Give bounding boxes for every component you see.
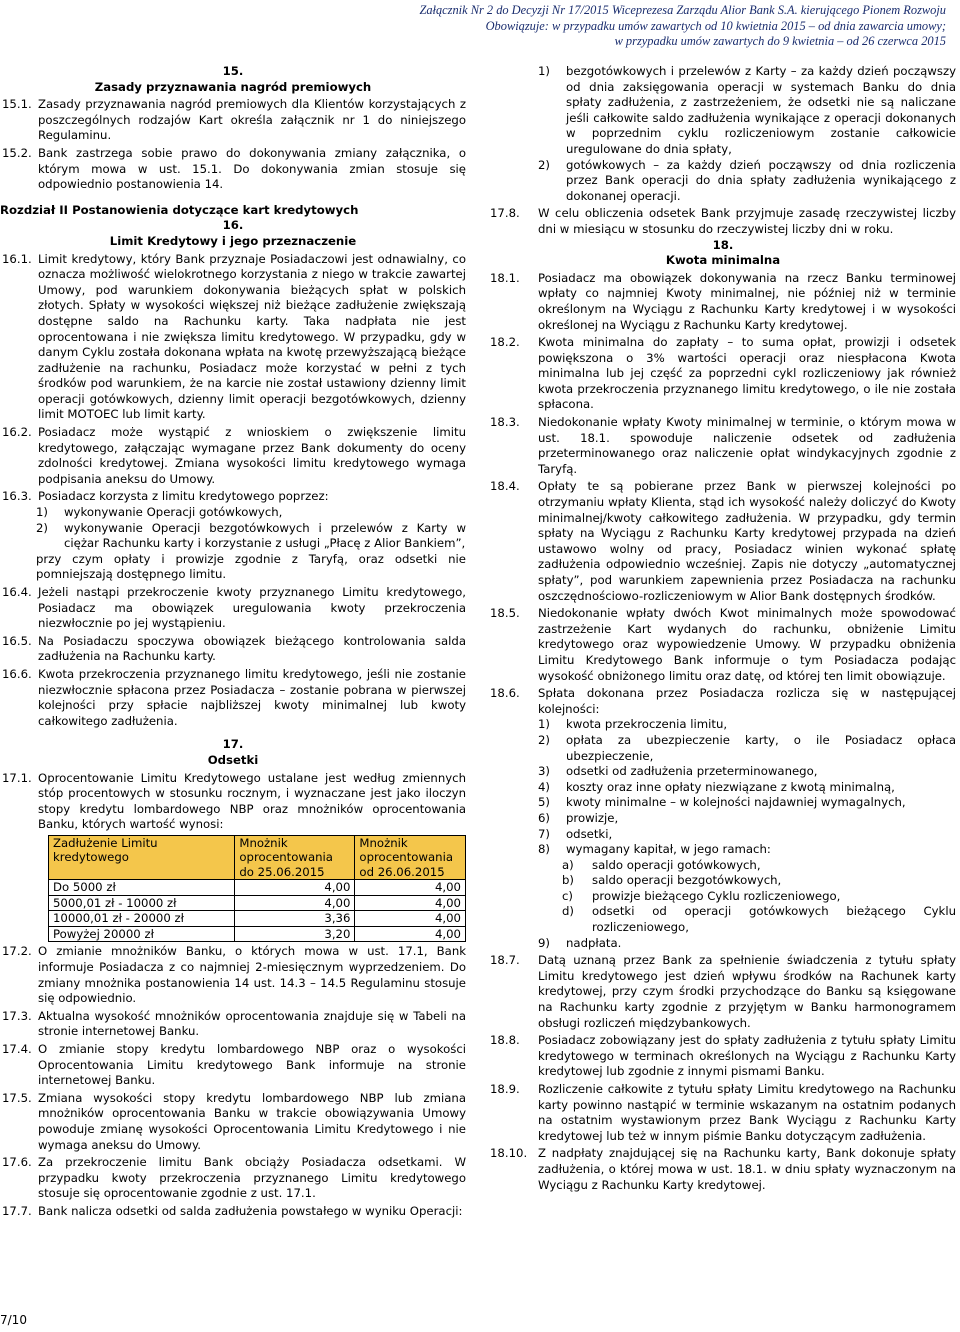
paragraph-15-1: 15.1. Zasady przyznawania nagród premiowych dla Klientów korzystających z poszczególnych rodzajów Kart określa załącznik nr 1 do niniejszego Regulaminu.: [2, 97, 466, 143]
paragraph-16-1: 16.1. Limit kredytowy, który Bank przyznaje Posiadaczowi jest odnawialny, co oznacza możliwość wielokrotnego korzystania z niego w trakcie zawartej Umowy, pod warunkiem dokonywania bieżących spłat w polskich złotych. Spłaty w wysokości większej niż bieżące zadłużenie zwiększają dostępne saldo na Rachunku karty. Taka nadpłata nie jest oprocentowana i nie zwiększa limitu kredytowego. W przypadku, gdy w danym Cyklu została dokonana wpłata na kwotę przewyższającą bieżące zadłużenie na rachunku, Posiadacz może korzystać w pełni z tych środków pod warunkiem, że na karcie nie został ustawiony dzienny limit operacji gotówkowych, dzienny limit operacji bezgotówkowych, dzienny limit MOTOEC lub limit karty.: [2, 251, 466, 422]
list-item: 5) kwoty minimalne – w kolejności najdawniej wymagalnych,: [538, 795, 906, 810]
table-row: [49, 926, 466, 942]
section-15-number: 15.: [222, 64, 244, 78]
list-item: 1) kwota przekroczenia limitu,: [538, 717, 728, 732]
section-17-title: Odsetki: [207, 752, 259, 767]
table-cell: Do 5000 zł: [49, 880, 235, 896]
paragraph-18-7: 18.7. Datą uznaną przez Bank za spełnienie świadczenia z tytułu spłaty Limitu kredytowego jest dzień wpływu środków na Rachunek karty kredytowej, przy czym środki przychodzące do Banku są księgowane na Rachunku karty zgodnie z przyjętym w Banku harmonogramem obsługi rozliczeń międzybankowych.: [490, 953, 956, 1030]
header-line-3: w przypadku umów zawartych do 9 kwietnia – od 26 czerwca 2015: [614, 34, 946, 48]
paragraph-18-10: 18.10. Z nadpłaty znajdującej się na Rachunku karty, Bank dokonuje spłaty zadłużenia, o której mowa w ust. 18.1. w dniu spłaty wyznaczonym na Wyciągu z Rachunku Karty kredytowej.: [490, 1146, 956, 1192]
paragraph-17-2: 17.2. O zmianie mnożników Banku, o których mowa w ust. 17.1, Bank informuje Posiadacza z co najmniej 2-miesięcznym wyprzedzeniem. Do zmiany mnożnika postanowienia 14 ust. 14.3 – 14.5 Regulaminu stosuje się odpowiednio.: [2, 944, 466, 1006]
paragraph-18-8: 18.8. Posiadacz zobowiązany jest do spłaty zadłużenia z tytułu spłaty Limitu kredytowego w terminach określonych na Wyciągu z Rachunku Karty kredytowej lub zgodnie z innymi pismami Banku.: [490, 1033, 956, 1079]
table-cell: 4,00: [235, 880, 355, 896]
paragraph-17-5: 17.5. Zmiana wysokości stopy kredytu lombardowego NBP lub zmiana mnożników oprocentowania Banku w trakcie obowiązywania Umowy powoduje zmianę wysokości Oprocentowania Limitu Kredytowego i nie wymaga aneksu do Umowy.: [2, 1090, 466, 1152]
paragraph-17-3: 17.3. Aktualna wysokość mnożników oprocentowania znajduje się w Tabeli na stronie internetowej Banku.: [2, 1008, 466, 1039]
paragraph-16-2: 16.2. Posiadacz może wystąpić z wnioskiem o zwiększenie limitu kredytowego, załączając wymagane przez Bank dokumenty do oceny zdolności kredytowej. Zmiana wysokości limitu kredytowego wymaga podpisania aneksu do Umowy.: [2, 425, 466, 486]
table-cell: 3,36: [235, 911, 355, 927]
interest-multiplier-table: [48, 835, 466, 943]
paragraph-17-1: 17.1. Oprocentowanie Limitu Kredytowego ustalane jest według zmiennych stóp procentowych w stosunku rocznym, i wyznaczane jest jako iloczyn stopy kredytu lombardowego NBP oraz mnożników oprocentowania Banku, których wartość wynosi:: [2, 770, 466, 832]
paragraph-18-4: 18.4. Opłaty te są pobierane przez Bank w pierwszej kolejności po otrzymaniu wpłaty Klienta, stąd ich wysokość należy doliczyć do Kwoty minimalnej/kwoty całkowitego zadłużenia. W przypadku, gdy termin spłaty na Wyciągu z Rachunku Karty kredytowej przypada na dzień ustawowo wolny od pracy, Posiadacz winien wykonać spłatę zadłużenia odpowiednio wcześniej. Zapis nie dotyczy „automatycznej spłaty”, pod warunkiem zapewnienia przez Posiadacza na rachunku oszczędnościowo-rozliczeniowym w Alior Bank dostępnych środków.: [490, 479, 956, 603]
paragraph-17-7: 17.7. Bank nalicza odsetki od salda zadłużenia powstałego w wyniku Operacji:: [2, 1203, 463, 1218]
paragraph-18-9: 18.9. Rozliczenie całkowite z tytułu spłaty Limitu kredytowego na Rachunku karty powinno nastąpić w terminie wskazanym na ostatnim podanych na ostatnim wystawionym przez Bank Wyciągu z Rachunku Karty kredytowej lub też w innym piśmie Banku dotyczącym zadłużenia.: [490, 1082, 956, 1143]
document-header: [419, 3, 946, 50]
list-item: 2) wykonywanie Operacji bezgotówkowych i przelewów z Karty w ciężar Rachunku karty i korzystanie z usługi „Płacę z Alior Bankiem”,: [36, 520, 466, 551]
paragraph-17-6: 17.6. Za przekroczenie limitu Bank obciąży Posiadacza odsetkami. W przypadku kwoty przekroczenia przyznanego Limitu kredytowego stosuje się oprocentowanie zgodnie z ust. 17.1.: [2, 1155, 466, 1201]
table-cell: Powyżej 20000 zł: [49, 926, 235, 942]
header-line-1: Załącznik Nr 2 do Decyzji Nr 17/2015 Wiceprezesa Zarządu Alior Bank S.A. kierującego Pionem Rozwoju: [419, 3, 946, 17]
list-item: 9) nadpłata.: [538, 935, 622, 950]
list-item: 4) koszty oraz inne opłaty niezwiązane z kwotą minimalną,: [538, 779, 895, 794]
table-row: [49, 911, 466, 927]
paragraph-16-5: 16.5. Na Posiadaczu spoczywa obowiązek bieżącego kontrolowania salda zadłużenia na Rachunku karty.: [2, 633, 466, 664]
list-item: 2) opłata za ubezpieczenie karty, o ile Posiadacz opłaca ubezpieczenie,: [538, 732, 956, 763]
table-row: [49, 895, 466, 911]
section-18-number: 18.: [712, 237, 734, 252]
paragraph-18-2: 18.2. Kwota minimalna do zapłaty – to suma opłat, prowizji i odsetek powiększona o 3% wartości operacji oraz niespłacona Kwota minimalna lub jej część za poprzedni cykl rozliczeniowy jak również kwota przekroczenia przyznanego limitu kredytowego, o ile nie została spłacona.: [490, 335, 956, 412]
header-line-2: Obowiązuje: w przypadku umów zawartych od 10 kwietnia 2015 – od dnia zawarcia umowy;: [485, 18, 946, 33]
table-cell: 3,20: [235, 926, 355, 942]
list-17-7: [490, 64, 956, 204]
paragraph-18-3: 18.3. Niedokonanie wpłaty Kwoty minimalnej w terminie, o którym mowa w ust. 18.1. spowoduje naliczenie odsetek od zadłużenia przeterminowanego oraz naliczenie opłat windykacyjnych zgodnie z Taryfą.: [490, 415, 956, 476]
column-header: Zadłużenie Limitu kredytowego: [49, 835, 235, 880]
list-item: 7) odsetki,: [538, 826, 613, 841]
paragraph-17-4: 17.4. O zmianie stopy kredytu lombardowego NBP oraz o wysokości Oprocentowania Limitu kredytowego Bank informuje na stronie internetowej Banku.: [2, 1041, 466, 1088]
section-15-title: Zasady przyznawania nagród premiowych: [94, 79, 372, 94]
section-18-title: Kwota minimalna: [665, 253, 781, 268]
paragraph-16-3-after: przy czym opłaty i prowizje zgodnie z Taryfą, oraz odsetki nie pomniejszają dostępnego limitu.: [36, 551, 466, 582]
list-18-6: [490, 717, 956, 951]
table-cell: 10000,01 zł - 20000 zł: [49, 911, 235, 927]
left-column: [0, 64, 466, 1220]
list-item: 2) gotówkowych – za każdy dzień począwszy od dnia rozliczenia przez Bank operacji do dnia spłaty zadłużenia wynikającego z dokonanej operacji.: [538, 157, 956, 203]
list-16-3: [0, 505, 466, 583]
paragraph-18-6: 18.6. Spłata dokonana przez Posiadacza rozlicza się w następującej kolejności:: [490, 686, 956, 716]
column-header: Mnożnik oprocentowania do 25.06.2015: [235, 835, 355, 880]
sub-list-item: c) prowizje bieżącego Cyklu rozliczeniowego,: [562, 888, 841, 903]
sub-list-item: a) saldo operacji gotówkowych,: [562, 857, 761, 872]
list-item: 1) wykonywanie Operacji gotówkowych,: [36, 505, 283, 520]
list-item: 8) wymagany kapitał, w jego ramach:: [538, 842, 771, 857]
section-16-title: Limit Kredytowy i jego przeznaczenie: [109, 233, 357, 248]
paragraph-18-5: 18.5. Niedokonanie wpłaty dwóch Kwot minimalnych może spowodować zastrzeżenie Kart wydanych do rachunku, obniżenie Limitu kredytowego oraz wypowiedzenie Umowy. W przypadku obniżenia Limitu Kredytowego Bank informuje o tym Posiadacza podając wysokość obniżonego limitu oraz datę, od której ten limit obowiązuje.: [490, 606, 956, 683]
table-row: [49, 880, 466, 896]
paragraph-17-8: 17.8. W celu obliczenia odsetek Bank przyjmuje zasadę rzeczywistej liczby dni w miesiącu w stosunku do rzeczywistej liczby dni w roku.: [490, 206, 956, 236]
table-cell: 4,00: [355, 895, 466, 911]
table-cell: 4,00: [235, 895, 355, 911]
list-item: 3) odsetki od zadłużenia przeterminowanego,: [538, 764, 818, 779]
paragraph-16-4: 16.4. Jeżeli nastąpi przekroczenie kwoty przyznanego Limitu kredytowego, Posiadacz ma obowiązek uregulowania kwoty przekroczenia niezwłocznie po jej wystąpieniu.: [2, 585, 466, 631]
paragraph-16-6: 16.6. Kwota przekroczenia przyznanego limitu kredytowego, jeśli nie zostanie niezwłocznie spłacona przez Posiadacza – zostanie pobrana w pierwszej kolejności przy spłacie najbliższej kwoty minimalnej lub kwoty całkowitego zadłużenia.: [2, 666, 466, 728]
table-header-row: [49, 835, 466, 880]
paragraph-15-2: 15.2. Bank zastrzega sobie prawo do dokonywania zmiany załącznika, o którym mowa w ust. 15.1. Do dokonywania zmian stosuje się odpowiednio postanowienia 14.: [2, 145, 466, 192]
sub-list-item: b) saldo operacji bezgotówkowych,: [562, 873, 782, 888]
section-17-number: 17.: [222, 737, 244, 752]
table-cell: 5000,01 zł - 10000 zł: [49, 895, 235, 911]
section-16-number: 16.: [222, 218, 244, 233]
paragraph-18-1: 18.1. Posiadacz ma obowiązek dokonywania na rzecz Banku terminowej wpłaty co najmniej Kwoty minimalnej, nie później niż w terminie określonym na Wyciągu z Rachunku Karty kredytowej i w wysokości określonej na Wyciągu z Rachunku Karty kredytowej.: [490, 270, 956, 332]
list-item: 1) bezgotówkowych i przelewów z Karty – za każdy dzień począwszy od dnia zaksięgowania operacji w systemach Banku do dnia spłaty zadłużenia, z zastrzeżeniem, że odsetki nie są naliczane jeśli całkowite saldo zadłużenia wynikające z operacji dokonanych w poprzednim cyklu rozliczeniowym zostanie całkowicie uregulowane do dnia spłaty,: [538, 64, 956, 156]
sub-list-item: d) odsetki od operacji gotówkowych bieżącego Cyklu rozliczeniowego,: [562, 904, 956, 935]
right-column: [490, 64, 956, 1193]
table-cell: 4,00: [355, 926, 466, 942]
paragraph-16-3: 16.3. Posiadacz korzysta z limitu kredytowego poprzez:: [2, 489, 329, 504]
column-header: Mnożnik oprocentowania od 26.06.2015: [355, 835, 466, 880]
list-item: 6) prowizje,: [538, 810, 619, 825]
chapter-heading: Rozdział II Postanowienia dotyczące kart kredytowych: [0, 202, 359, 217]
table-cell: 4,00: [355, 880, 466, 896]
page-number: 7/10: [0, 1313, 27, 1327]
table-cell: 4,00: [355, 911, 466, 927]
